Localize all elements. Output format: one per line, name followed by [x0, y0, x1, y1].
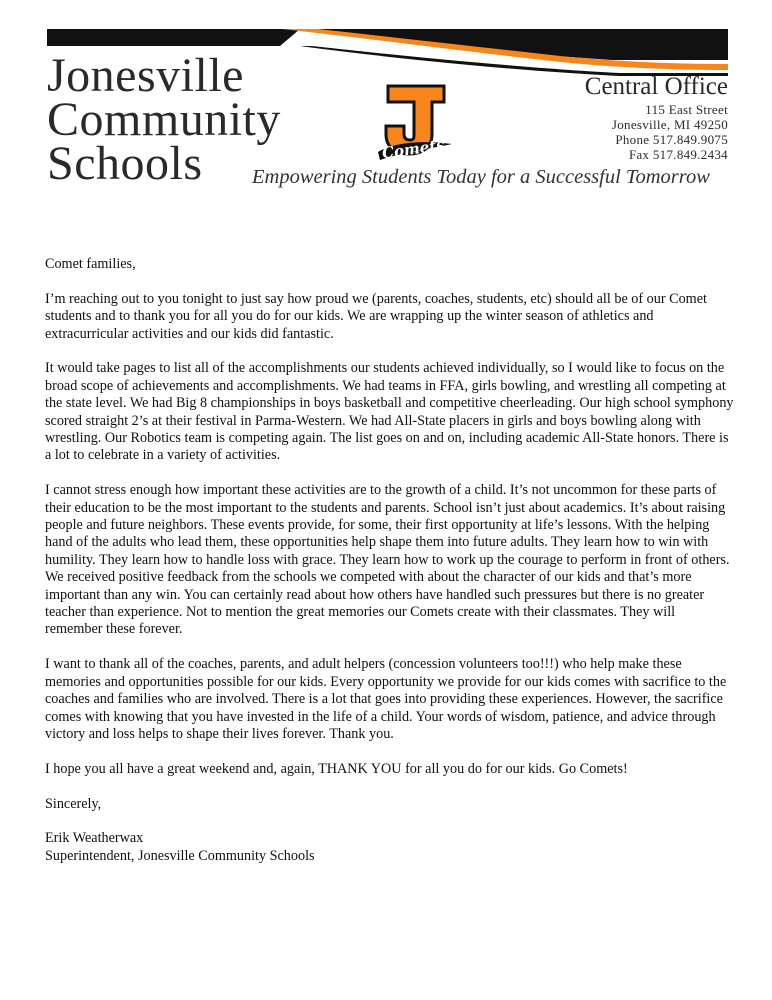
office-street: 115 East Street: [645, 102, 728, 117]
logo-script-text: Comets: [380, 135, 446, 163]
district-name-line-2: Community: [47, 93, 281, 146]
central-office-block: [585, 72, 728, 162]
letterhead: [0, 0, 772, 200]
signer-title: Superintendent, Jonesville Community Schools: [45, 847, 315, 864]
signer-name: Erik Weatherwax: [45, 830, 144, 847]
letter-body: [45, 256, 735, 865]
letter-closing: Sincerely,: [45, 795, 102, 812]
letter-paragraph-4: I want to thank all of the coaches, parents, and adult helpers (concession volunteers too!!!) who help make these memories and opportunities possible for our kids. Every opportunity we provide for our kids comes with sacrifice to the coaches and families who are involved. There is a lot that goes into providing these experiences. However, the sacrifice comes with knowing that you have invested in the life of a child. Your words of wisdom, patience, and advice through victory and loss helps to shape their lives forever. Thank you.: [45, 656, 727, 742]
district-name-line-3: Schools: [47, 137, 203, 190]
letter-paragraph-5: I hope you all have a great weekend and, again, THANK YOU for all you do for our kids. Go Comets!: [45, 760, 628, 777]
comets-logo: [374, 82, 454, 164]
office-city: Jonesville, MI 49250: [611, 117, 728, 132]
header-black-band-left: [47, 29, 300, 46]
office-fax: Fax 517.849.2434: [628, 147, 728, 162]
district-name-line-1: Jonesville: [47, 49, 244, 102]
office-phone: Phone 517.849.9075: [615, 132, 728, 147]
letter-salutation: Comet families,: [45, 256, 136, 272]
letter-paragraph-3: I cannot stress enough how important these activities are to the growth of a child. It’s not uncommon for these parts of their education to be the most important to the students and parents. School isn’t just about academics. It’s about raising people and future neighbors. These events provide, for some, their first opportunity at life’s lessons. With the helping hand of the adults who lead them, these opportunities help shape them into future adults. They learn how to win with humility. They learn how to handle loss with grace. They learn how to work up the courage to perform in front of others. We received positive feedback from the schools we competed with about the character of our kids and that’s more important than any win. You can certainly read about how others have handled such pressures but there is no greater teacher than experience. Not to mention the great memories our Comets create with their classmates. They will remember these forever.: [45, 482, 730, 638]
letter-paragraph-2: It would take pages to list all of the accomplishments our students achieved individually, so I would like to focus on the broad scope of achievements and accomplishments. We had teams in FFA, girls bowling, and wrestling all competing at the state level. We had Big 8 championships in boys basketball and competitive cheerleading. Our high school symphony scored straight 2’s at their festival in Parma-Western. We had All-State placers in girls and boys bowling along with wrestling. Our Robotics team is competing again. The list goes on and on, including academic All-State honors. There is a lot to celebrate in a variety of activities.: [45, 360, 734, 464]
district-tagline: Empowering Students Today for a Successful Tomorrow: [252, 166, 710, 188]
district-name: [47, 49, 281, 190]
letter-paragraph-1: I’m reaching out to you tonight to just say how proud we (parents, coaches, students, etc) should all be of our Comet students and to thank you for all you do for our kids. We are wrapping up the winter season of athletics and extracurricular activities and our kids did fantastic.: [45, 290, 707, 342]
office-title: Central Office: [584, 73, 728, 100]
